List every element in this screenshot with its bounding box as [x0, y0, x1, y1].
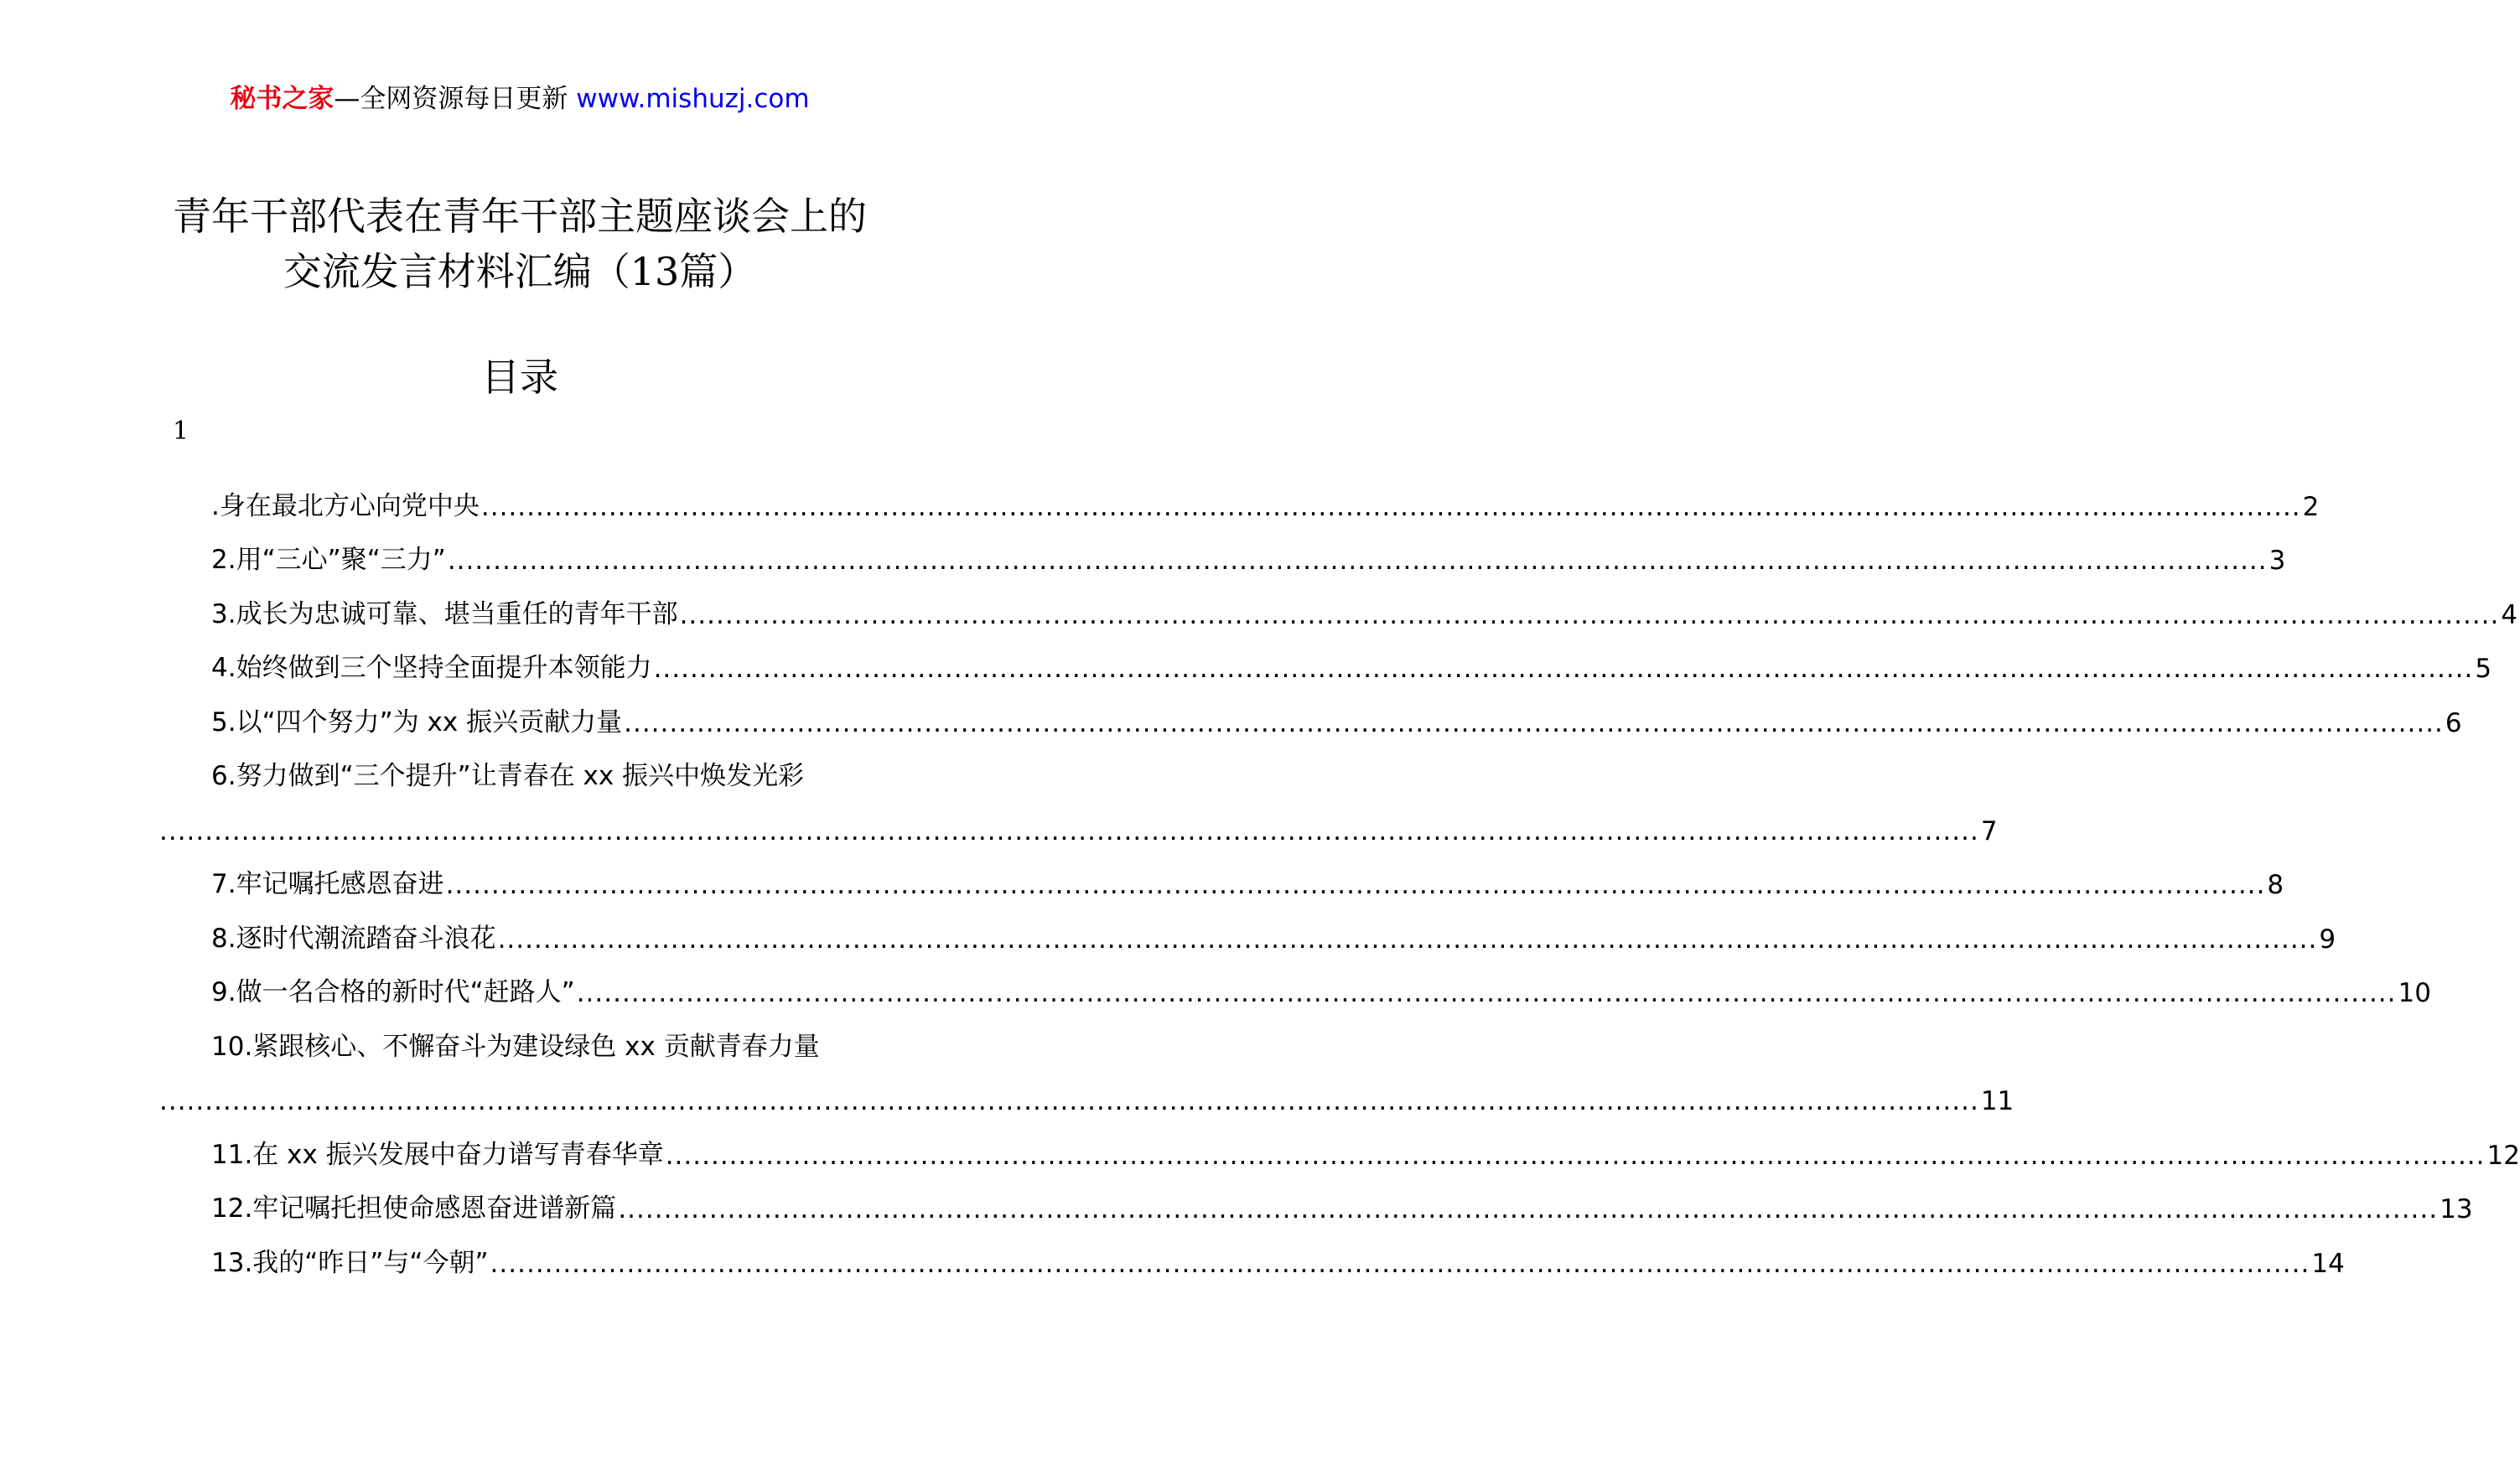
document-title [0, 189, 1040, 299]
toc-entry[interactable] [159, 1171, 2473, 1225]
title-line-2-prefix: 交流发言材料汇编（ [283, 249, 630, 294]
toc-entry[interactable] [159, 900, 2336, 955]
toc-entry[interactable] [159, 468, 2320, 522]
toc-leader-dots: ........................................................................................................................................................................................................ [490, 1248, 2310, 1279]
toc-entry-title: 8.逐时代潮流踏奋斗浪花 [211, 923, 496, 954]
site-url-link[interactable]: www.mishuzj.com [576, 84, 810, 114]
toc-entry-title: 5.以“四个努力”为 xx 振兴贡献力量 [211, 707, 623, 738]
toc-leader-dots: ........................................................................................................................................................................................................ [665, 1140, 2486, 1171]
toc-leader-dots: ........................................................................................................................................................................................................ [480, 491, 2301, 522]
toc-leader-dots: ........................................................................................................................................................................................................ [159, 1086, 1979, 1116]
toc-entry[interactable] [159, 1008, 2014, 1116]
toc-entry-title: 7.牢记嘱托感恩奋进 [211, 869, 444, 899]
toc-entry-title: 13.我的“昨日”与“今朝” [211, 1247, 489, 1278]
toc-entry[interactable] [159, 846, 2284, 901]
title-line-1: 青年干部代表在青年干部主题座谈会上的 [173, 194, 867, 239]
toc-entry-page: 10 [2398, 978, 2431, 1008]
title-line-2-suffix: 篇） [679, 249, 757, 294]
toc-entry-title: 11.在 xx 振兴发展中奋力谱写青春华章 [211, 1139, 664, 1170]
toc-entry-page: 2 [2302, 491, 2320, 522]
toc-entry[interactable] [159, 576, 2518, 630]
toc-entry[interactable] [159, 1116, 2520, 1171]
title-line-2 [0, 244, 1040, 299]
toc-entry-page: 6 [2445, 707, 2462, 738]
toc-entry-page: 12 [2486, 1140, 2520, 1171]
toc-entry-title: 12.牢记嘱托担使命感恩奋进谱新篇 [211, 1193, 617, 1224]
toc-entry-page: 4 [2501, 599, 2518, 630]
site-header [0, 82, 1040, 116]
toc-leader-dots: ........................................................................................................................................................................................................ [159, 815, 1979, 846]
toc-entry-title: 4.始终做到三个坚持全面提升本领能力 [211, 653, 652, 683]
toc-leader-dots: ........................................................................................................................................................................................................ [497, 924, 2318, 955]
toc-entry-page: 14 [2311, 1248, 2345, 1279]
toc-entry-page: 11 [1980, 1086, 2014, 1116]
toc-leader-dots: ........................................................................................................................................................................................................ [445, 870, 2266, 900]
toc-entry-page: 7 [1980, 815, 1998, 846]
toc-leader-dots: ........................................................................................................................................................................................................ [447, 546, 2268, 576]
stray-number: 1 [173, 417, 189, 446]
toc-leader-dots: ........................................................................................................................................................................................................ [624, 707, 2444, 738]
toc-entry-title: 10.紧跟核心、不懈奋斗为建设绿色 xx 贡献青春力量 [211, 1031, 820, 1062]
toc-entry-title: 9.做一名合格的新时代“赶路人” [211, 977, 575, 1007]
toc-entry[interactable] [159, 630, 2492, 685]
toc-entry-title: 2.用“三心”聚“三力” [211, 545, 446, 575]
toc-entry[interactable] [159, 1224, 2345, 1279]
toc-entry-page: 3 [2269, 546, 2286, 576]
toc-leader-dots: ........................................................................................................................................................................................................ [618, 1194, 2439, 1224]
toc-entry-title: .身在最北方心向党中央 [211, 490, 480, 521]
toc-entry-page: 13 [2440, 1194, 2473, 1224]
toc-entry-title: 3.成长为忠诚可靠、堪当重任的青年干部 [211, 598, 678, 629]
toc-leader-dots: ........................................................................................................................................................................................................ [576, 978, 2397, 1008]
title-article-count: 13 [630, 249, 680, 294]
table-of-contents [159, 468, 2520, 1279]
header-slogan: —全网资源每日更新 [334, 84, 577, 114]
toc-entry[interactable] [159, 738, 1998, 846]
toc-entry[interactable] [159, 684, 2462, 738]
toc-entry[interactable] [159, 522, 2286, 577]
toc-entry-page: 9 [2319, 924, 2336, 955]
toc-entry-page: 5 [2475, 654, 2492, 684]
toc-leader-dots: ........................................................................................................................................................................................................ [653, 654, 2474, 684]
toc-entry-page: 8 [2267, 870, 2284, 900]
brand-name: 秘书之家 [230, 84, 334, 114]
toc-entry-title: 6.努力做到“三个提升”让青春在 xx 振兴中焕发光彩 [211, 761, 805, 791]
toc-heading: 目录 [481, 355, 558, 400]
toc-entry[interactable] [159, 955, 2431, 1009]
toc-leader-dots: ........................................................................................................................................................................................................ [679, 599, 2500, 630]
